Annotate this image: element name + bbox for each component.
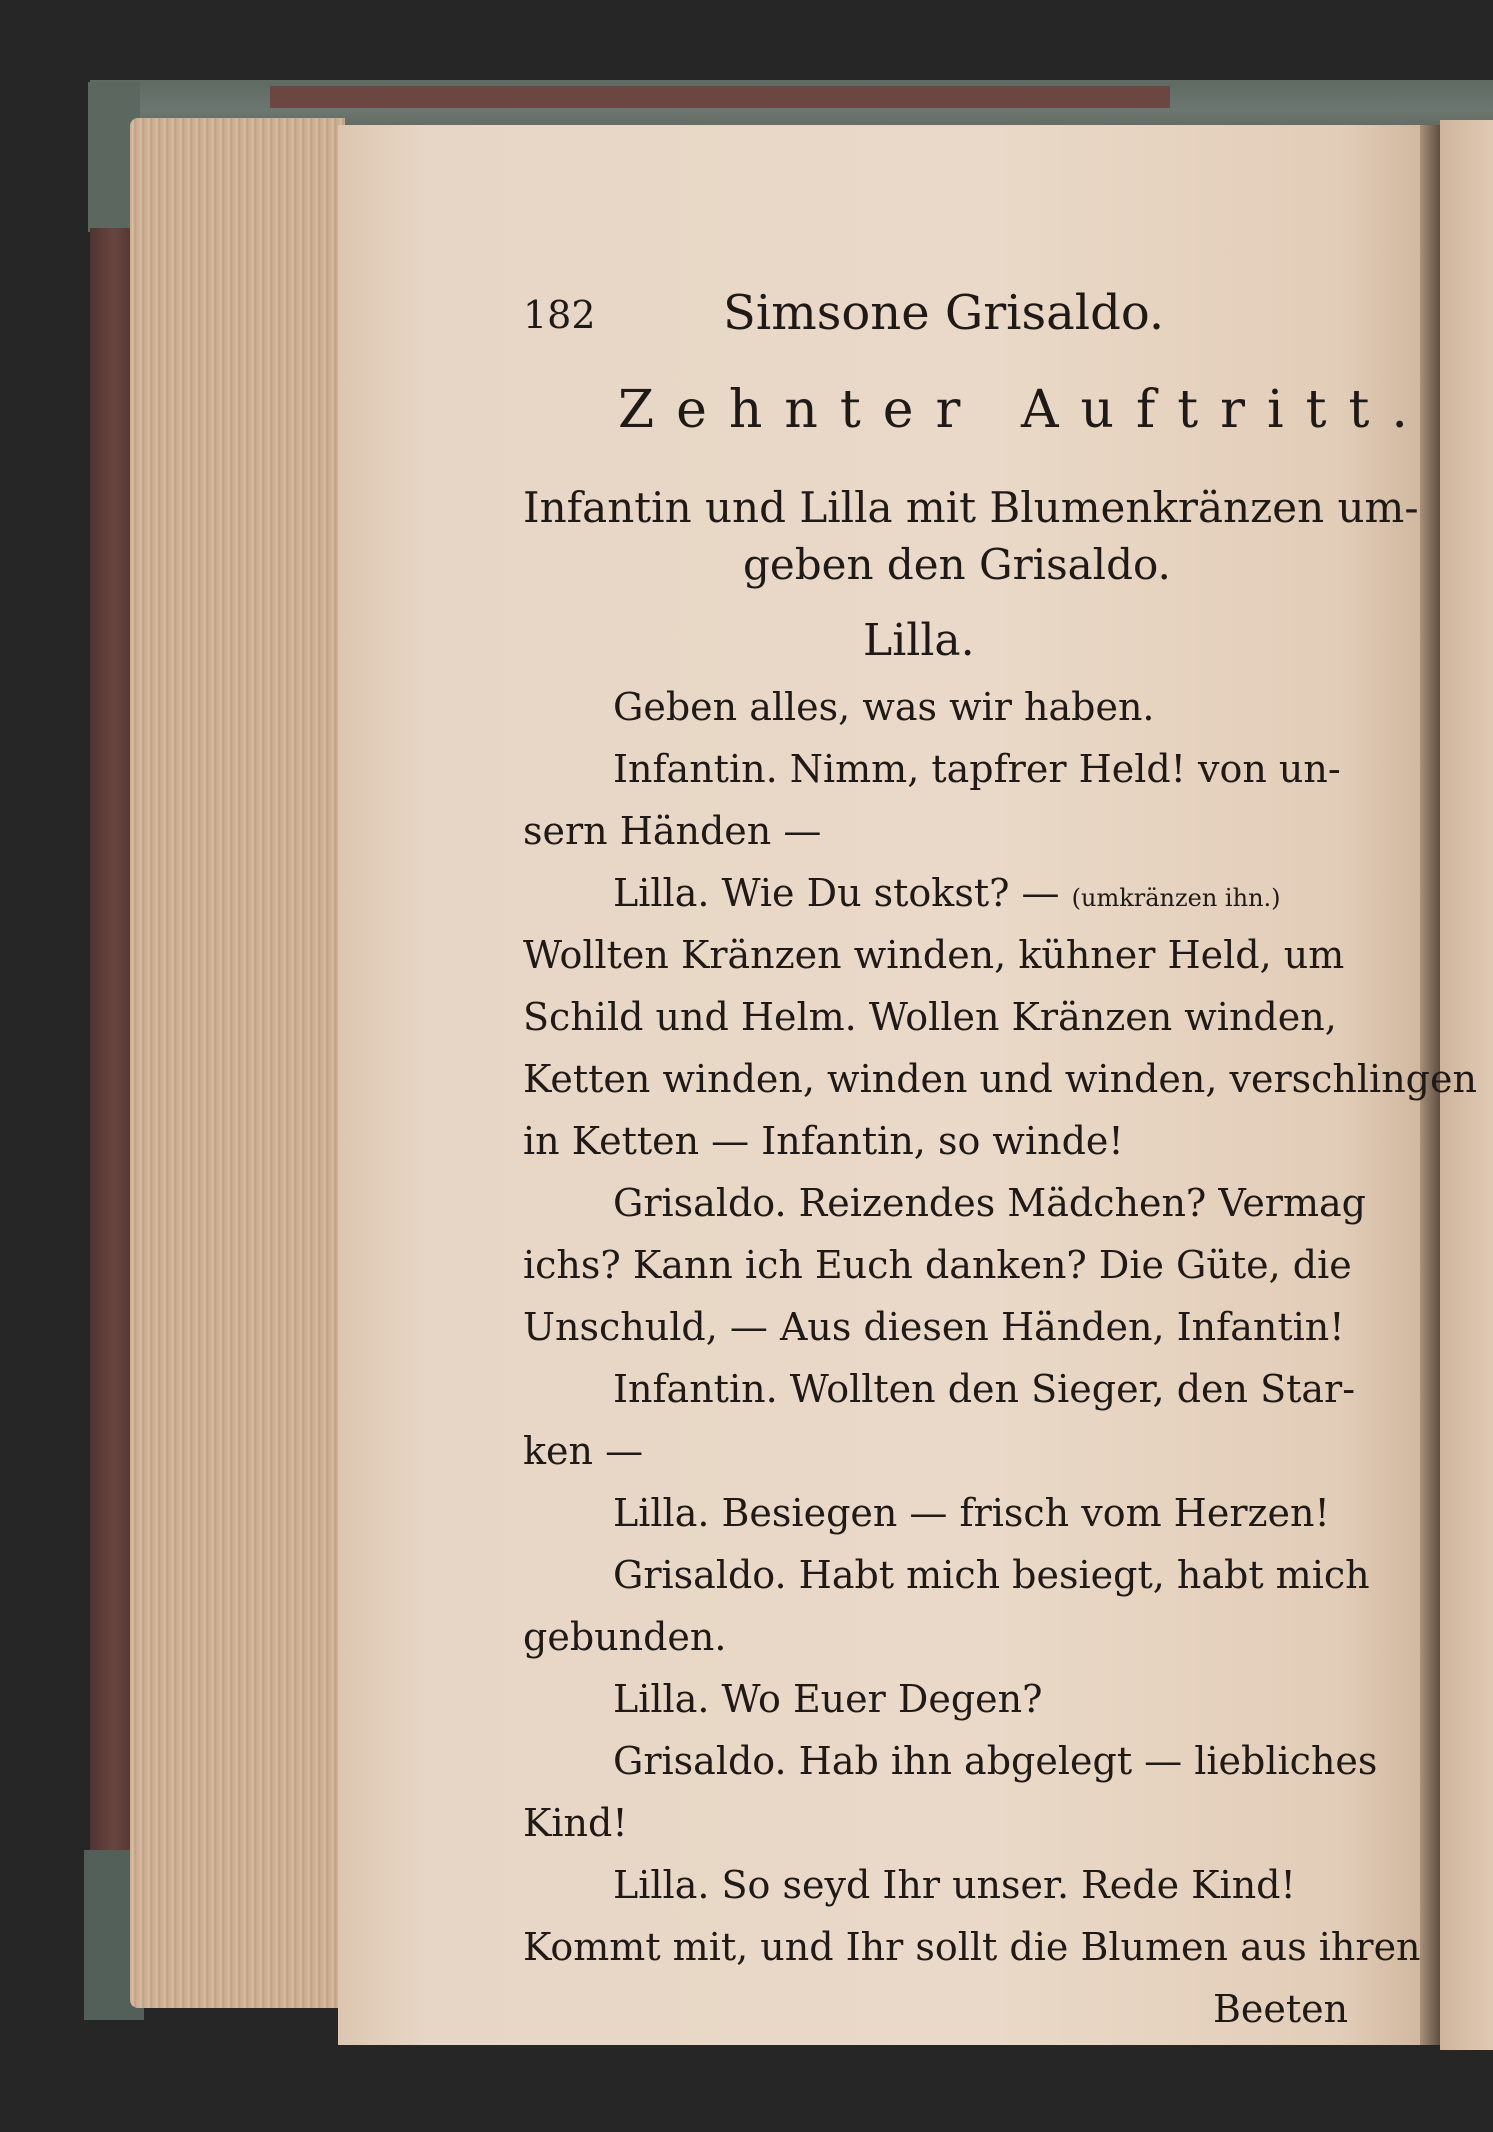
scene-title: Zehnter Auftritt. — [618, 380, 1430, 440]
text-line: Kind! — [523, 1801, 628, 1845]
text-line-with-direction — [613, 871, 1281, 915]
text-line: Grisaldo. Habt mich besiegt, habt mich — [613, 1553, 1370, 1597]
stage-direction: (umkränzen ihn.) — [1071, 884, 1281, 912]
cast-line-2: geben den Grisaldo. — [743, 540, 1171, 589]
text-line: ichs? Kann ich Euch danken? Die Güte, die — [523, 1243, 1352, 1287]
text-line: Wollten Kränzen winden, kühner Held, um — [523, 933, 1345, 977]
catchword: Beeten — [1213, 1987, 1349, 2031]
running-header — [523, 285, 1323, 345]
text-line: Unschuld, — Aus diesen Händen, Infantin! — [523, 1305, 1345, 1349]
text-line: Grisaldo. Reizendes Mädchen? Vermag — [613, 1181, 1366, 1225]
text-line: ken — — [523, 1429, 644, 1473]
text-line: sern Händen — — [523, 809, 822, 853]
text-line: Lilla. Wie Du stokst? — — [613, 871, 1060, 915]
text-line: Grisaldo. Hab ihn abgelegt — liebliches — [613, 1739, 1378, 1783]
page-edges — [130, 118, 345, 2008]
text-line: gebunden. — [523, 1615, 727, 1659]
page-number: 182 — [523, 293, 596, 337]
text-line: Infantin. Nimm, tapfrer Held! von un- — [613, 747, 1341, 791]
text-line: Lilla. So seyd Ihr unser. Rede Kind! — [613, 1863, 1296, 1907]
text-line: Geben alles, was wir haben. — [613, 685, 1155, 729]
text-line: Lilla. Wo Euer Degen? — [613, 1677, 1043, 1721]
book-cover-top-leather — [270, 86, 1170, 108]
text-line: in Ketten — Infantin, so winde! — [523, 1119, 1124, 1163]
text-line: Lilla. Besiegen — frisch vom Herzen! — [613, 1491, 1330, 1535]
running-title: Simsone Grisaldo. — [723, 285, 1165, 341]
text-line: Ketten winden, winden und winden, verschlingen — [523, 1057, 1477, 1101]
text-line: Schild und Helm. Wollen Kränzen winden, — [523, 995, 1337, 1039]
speaker-heading: Lilla. — [863, 615, 975, 666]
text-line: Infantin. Wollten den Sieger, den Star- — [613, 1367, 1356, 1411]
cast-line-1: Infantin und Lilla mit Blumenkränzen um- — [523, 483, 1419, 532]
text-line: Kommt mit, und Ihr sollt die Blumen aus ihren — [523, 1925, 1421, 1969]
